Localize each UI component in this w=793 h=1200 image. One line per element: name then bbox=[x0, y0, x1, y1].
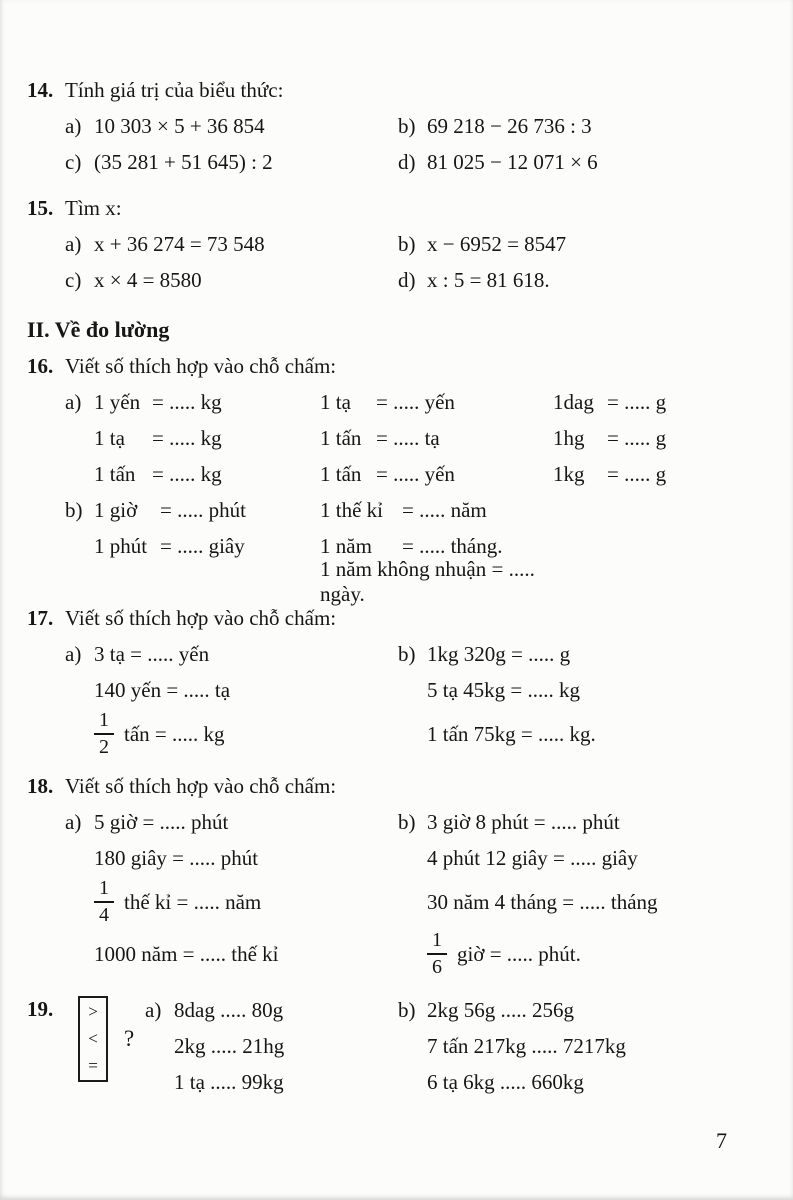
item-a bbox=[65, 114, 398, 139]
less-than-symbol: < bbox=[88, 1029, 98, 1048]
greater-than-symbol: > bbox=[88, 1002, 98, 1021]
item-text: x + 36 274 = 73 548 bbox=[94, 231, 265, 256]
conversion-cell bbox=[65, 462, 320, 487]
conversion-row bbox=[65, 384, 769, 420]
exercise-row bbox=[145, 992, 769, 1028]
item-text: tấn = ..... kg bbox=[124, 721, 225, 746]
problem-number: 15. bbox=[27, 195, 54, 220]
conversion-cell bbox=[320, 498, 553, 523]
item-text: 5 tạ 45kg = ..... kg bbox=[427, 677, 580, 702]
unit-lhs: 1dag bbox=[553, 389, 594, 414]
item-b bbox=[398, 998, 574, 1023]
conversion-row bbox=[65, 420, 769, 456]
item-text: 6 tạ 6kg ..... 660kg bbox=[427, 1069, 584, 1094]
unit-rhs: = ..... năm bbox=[402, 497, 487, 522]
item-label: b) bbox=[398, 997, 416, 1022]
item-b bbox=[398, 722, 596, 747]
item-label: a) bbox=[65, 113, 82, 138]
conversion-cell bbox=[553, 390, 666, 415]
problem-15 bbox=[27, 190, 769, 298]
problem-title: Viết số thích hợp vào chỗ chấm: bbox=[65, 605, 337, 630]
item-c bbox=[65, 150, 398, 175]
exercise-row bbox=[65, 928, 769, 980]
unit-lhs: 1kg bbox=[553, 461, 585, 486]
exercise-row bbox=[65, 840, 769, 876]
item-text: 81 025 − 12 071 × 6 bbox=[427, 149, 598, 174]
item-text: 7 tấn 217kg ..... 7217kg bbox=[427, 1033, 626, 1058]
problem-title: Viết số thích hợp vào chỗ chấm: bbox=[65, 773, 337, 798]
item-a bbox=[65, 810, 398, 835]
fraction-denominator: 4 bbox=[99, 904, 109, 926]
unit-rhs: = ..... giây bbox=[160, 533, 245, 558]
problem-title: Tìm x: bbox=[65, 195, 122, 220]
item-label: b) bbox=[398, 809, 416, 834]
item-b bbox=[398, 930, 581, 978]
exercise-row bbox=[65, 108, 769, 144]
conversion-cell bbox=[65, 534, 320, 559]
unit-lhs: 1hg bbox=[553, 425, 585, 450]
conversion-row bbox=[65, 557, 769, 606]
conversion-cell bbox=[320, 534, 553, 559]
item-label: a) bbox=[65, 231, 82, 256]
item-a bbox=[65, 878, 398, 926]
unit-lhs: 1 năm bbox=[320, 533, 372, 558]
item-text: thế kỉ = ..... năm bbox=[124, 889, 262, 914]
fraction-denominator: 2 bbox=[99, 736, 109, 758]
item-label: d) bbox=[398, 149, 416, 174]
problem-number: 14. bbox=[27, 77, 54, 102]
unit-rhs: = ..... g bbox=[607, 389, 667, 414]
equals-symbol: = bbox=[88, 1056, 98, 1075]
item-a bbox=[65, 710, 398, 758]
unit-rhs: = ..... yến bbox=[376, 461, 455, 486]
item-text: x − 6952 = 8547 bbox=[427, 231, 567, 256]
exercise-row bbox=[65, 144, 769, 180]
conversion-cell bbox=[553, 426, 666, 451]
fraction-denominator: 6 bbox=[432, 956, 442, 978]
problem-head bbox=[27, 72, 769, 108]
exercise-row bbox=[65, 708, 769, 760]
unit-rhs: = ..... yến bbox=[376, 389, 455, 414]
item-label: b) bbox=[398, 641, 416, 666]
item-label: d) bbox=[398, 267, 416, 292]
exercise-row bbox=[65, 262, 769, 298]
item-b bbox=[398, 678, 580, 703]
item-text: 1kg 320g = ..... g bbox=[427, 641, 571, 666]
item-label: a) bbox=[65, 389, 82, 414]
item-text: 1 tấn 75kg = ..... kg. bbox=[427, 721, 596, 746]
item-label: a) bbox=[65, 809, 82, 834]
conversion-row bbox=[65, 456, 769, 492]
unit-lhs: 1 giờ bbox=[94, 497, 138, 522]
item-text: 1000 năm = ..... thế kỉ bbox=[94, 941, 279, 966]
conversion-cell bbox=[320, 390, 553, 415]
conversion-cell bbox=[65, 390, 320, 415]
section-heading bbox=[27, 312, 769, 348]
unit-lhs: 1 yến bbox=[94, 389, 141, 414]
conversion-row bbox=[65, 492, 769, 528]
fraction bbox=[94, 710, 114, 758]
item-text: giờ = ..... phút. bbox=[457, 941, 581, 966]
conversion-cell bbox=[320, 462, 553, 487]
conversion-cell bbox=[65, 426, 320, 451]
item-text: 140 yến = ..... tạ bbox=[94, 677, 231, 702]
item-c bbox=[65, 268, 398, 293]
unit-lhs: 1 tạ bbox=[94, 425, 125, 450]
item-text: 69 218 − 26 736 : 3 bbox=[427, 113, 592, 138]
comparison-rows bbox=[145, 992, 769, 1100]
item-a bbox=[145, 998, 398, 1023]
problem-19 bbox=[27, 992, 769, 1102]
problem-number: 19. bbox=[27, 997, 54, 1021]
fraction-numerator: 1 bbox=[427, 930, 447, 955]
conversion-cell bbox=[320, 557, 553, 607]
item-label: a) bbox=[145, 997, 162, 1022]
exercise-row bbox=[65, 876, 769, 928]
problem-head bbox=[27, 768, 769, 804]
section-title: II. Về đo lường bbox=[27, 317, 170, 342]
problem-14 bbox=[27, 72, 769, 180]
problem-number: 18. bbox=[27, 773, 54, 798]
item-a bbox=[65, 678, 398, 703]
problem-number: 17. bbox=[27, 605, 54, 630]
item-label: c) bbox=[65, 267, 82, 292]
item-label: c) bbox=[65, 149, 82, 174]
item-text: 2kg 56g ..... 256g bbox=[427, 997, 574, 1022]
item-d bbox=[398, 150, 598, 175]
fraction-numerator: 1 bbox=[94, 878, 114, 903]
conversion-cell bbox=[65, 498, 320, 523]
spacer bbox=[27, 980, 769, 992]
conversion-cell bbox=[553, 462, 666, 487]
problem-title: Tính giá trị của biểu thức: bbox=[65, 77, 284, 102]
unit-lhs: 1 thế kỉ bbox=[320, 497, 383, 522]
item-b bbox=[398, 114, 592, 139]
spacer bbox=[27, 180, 769, 190]
item-text: 2kg ..... 21hg bbox=[174, 1033, 285, 1058]
problem-18 bbox=[27, 768, 769, 980]
item-a bbox=[145, 1070, 398, 1095]
exercise-row bbox=[65, 226, 769, 262]
unit-rhs: = ..... tháng. bbox=[402, 533, 503, 558]
item-text: 1 tạ ..... 99kg bbox=[174, 1069, 284, 1094]
problem-head bbox=[27, 348, 769, 384]
exercise-row bbox=[65, 804, 769, 840]
item-b bbox=[398, 1070, 584, 1095]
unit-lhs: 1 tấn bbox=[320, 425, 362, 450]
item-text: 10 303 × 5 + 36 854 bbox=[94, 113, 265, 138]
unit-rhs: = ..... kg bbox=[152, 425, 222, 450]
item-text: 4 phút 12 giây = ..... giây bbox=[427, 845, 638, 870]
fraction bbox=[427, 930, 447, 978]
problem-number: 16. bbox=[27, 353, 54, 378]
page-content bbox=[27, 72, 769, 1102]
item-label: b) bbox=[65, 497, 83, 522]
item-a bbox=[65, 846, 398, 871]
item-d bbox=[398, 268, 550, 293]
item-a bbox=[145, 1034, 398, 1059]
item-text: 5 giờ = ..... phút bbox=[94, 809, 229, 834]
problem-head bbox=[27, 190, 769, 226]
problem-title: Viết số thích hợp vào chỗ chấm: bbox=[65, 353, 337, 378]
fraction bbox=[94, 878, 114, 926]
item-a bbox=[65, 642, 398, 667]
item-b bbox=[398, 642, 570, 667]
comparison-symbol-box bbox=[78, 996, 108, 1082]
unit-lhs: 1 tạ bbox=[320, 389, 351, 414]
unit-rhs: = ..... phút bbox=[160, 497, 246, 522]
page-number: 7 bbox=[716, 1128, 727, 1153]
unit-rhs: = ..... g bbox=[607, 425, 667, 450]
exercise-row bbox=[65, 672, 769, 708]
item-text: 3 tạ = ..... yến bbox=[94, 641, 210, 666]
item-text: (35 281 + 51 645) : 2 bbox=[94, 149, 273, 174]
problem-17 bbox=[27, 600, 769, 760]
exercise-row bbox=[65, 636, 769, 672]
item-b bbox=[398, 846, 638, 871]
unit-rhs: = ..... kg bbox=[152, 389, 222, 414]
item-b bbox=[398, 232, 566, 257]
question-mark: ? bbox=[124, 1026, 135, 1051]
item-b bbox=[398, 890, 658, 915]
unit-lhs: 1 tấn bbox=[94, 461, 136, 486]
unit-lhs: 1 tấn bbox=[320, 461, 362, 486]
item-text: 3 giờ 8 phút = ..... phút bbox=[427, 809, 620, 834]
conversion-cell bbox=[320, 426, 553, 451]
item-b bbox=[398, 1034, 626, 1059]
unit-rhs: = ..... g bbox=[607, 461, 667, 486]
unit-lhs: 1 phút bbox=[94, 533, 148, 558]
item-text: 180 giây = ..... phút bbox=[94, 845, 259, 870]
problem-16 bbox=[27, 348, 769, 606]
spacer bbox=[27, 760, 769, 768]
item-a bbox=[65, 942, 398, 967]
exercise-row bbox=[145, 1028, 769, 1064]
item-label: b) bbox=[398, 113, 416, 138]
spacer bbox=[27, 298, 769, 312]
item-text: x × 4 = 8580 bbox=[94, 267, 202, 292]
exercise-row bbox=[145, 1064, 769, 1100]
fraction-numerator: 1 bbox=[94, 710, 114, 735]
item-text: 8dag ..... 80g bbox=[174, 997, 284, 1022]
item-label: a) bbox=[65, 641, 82, 666]
item-text: 30 năm 4 tháng = ..... tháng bbox=[427, 889, 658, 914]
item-label: b) bbox=[398, 231, 416, 256]
item-b bbox=[398, 810, 620, 835]
item-a bbox=[65, 232, 398, 257]
item-text: x : 5 = 81 618. bbox=[427, 267, 550, 292]
unit-rhs: = ..... kg bbox=[152, 461, 222, 486]
unit-rhs: = ..... tạ bbox=[376, 425, 440, 450]
unit-full: 1 năm không nhuận = ..... ngày. bbox=[320, 557, 535, 606]
